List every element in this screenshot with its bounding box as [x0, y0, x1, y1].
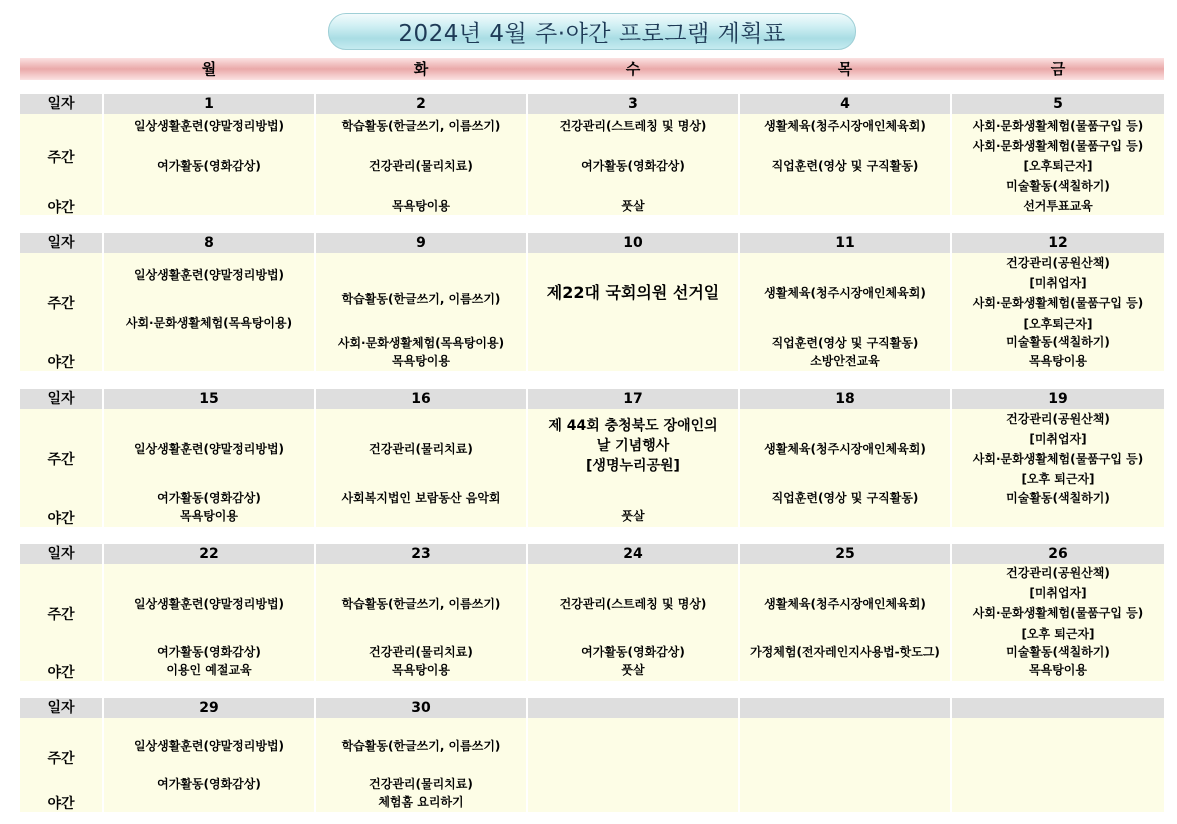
program-item: [미취업자]: [1029, 276, 1087, 290]
program-item: 미술활동(색칠하기): [1006, 335, 1110, 349]
date-cell: 12: [952, 233, 1164, 253]
program-item: 생활체육(청주시장애인체육회): [764, 442, 926, 456]
week-1: [20, 94, 1164, 215]
date-label: 일자: [20, 544, 102, 564]
program-cell: [740, 253, 950, 371]
date-row: [20, 698, 1164, 718]
program-item: 사회·문화생활체험(물품구입 등): [972, 296, 1144, 310]
night-label: 야간: [47, 796, 75, 812]
program-cell: [952, 114, 1164, 215]
program-item: 목욕탕이용: [392, 354, 450, 368]
program-cell: [528, 114, 738, 215]
program-cell: [952, 409, 1164, 527]
program-item: 여가활동(영화감상): [157, 491, 261, 505]
program-item: 사회·문화생활체험(물품구입 등): [972, 606, 1144, 620]
program-item: 건강관리(공원산책): [1006, 256, 1110, 270]
program-cell: [952, 253, 1164, 371]
program-cell: [316, 718, 526, 812]
program-cell: [104, 409, 314, 527]
program-item: 건강관리(물리치료): [369, 645, 473, 659]
program-cell-empty: [740, 718, 950, 812]
program-item: 일상생활훈련(양말정리방법): [133, 268, 285, 282]
program-item: 사회·문화생활체험(물품구입 등): [972, 139, 1144, 153]
program-item: 생활체육(청주시장애인체육회): [764, 597, 926, 611]
weekday-fri: 금: [1050, 60, 1066, 78]
program-item: 목욕탕이용: [180, 509, 238, 523]
program-item: 소방안전교육: [810, 354, 880, 368]
night-label: 야간: [47, 665, 75, 681]
date-cell: 4: [740, 94, 950, 114]
program-cell: [316, 564, 526, 681]
day-label: 주간: [47, 607, 75, 623]
program-cell: [104, 564, 314, 681]
weekday-thu: 목: [837, 60, 853, 78]
program-cell: [104, 718, 314, 812]
program-item: [오후 퇴근자]: [1021, 627, 1095, 641]
night-label: 야간: [47, 355, 75, 371]
program-item: 미술활동(색칠하기): [1006, 179, 1110, 193]
date-row: [20, 94, 1164, 114]
program-item: 직업훈련(영상 및 구직활동): [771, 491, 919, 505]
date-cell: 22: [104, 544, 314, 564]
program-item: 이용인 예절교육: [166, 663, 252, 677]
program-item: 미술활동(색칠하기): [1006, 491, 1110, 505]
program-item: 사회·문화생활체험(목욕탕이용): [125, 316, 293, 330]
program-cell: [740, 114, 950, 215]
program-cell: [528, 409, 738, 527]
weekday-mon: 월: [201, 60, 217, 78]
program-item: 생활체육(청주시장애인체육회): [764, 286, 926, 300]
program-item: 여가활동(영화감상): [157, 645, 261, 659]
program-item: 학습활동(한글쓰기, 이름쓰기): [341, 292, 501, 306]
date-cell: 29: [104, 698, 314, 718]
date-cell: [528, 698, 738, 718]
day-label: 주간: [47, 452, 75, 468]
event-label: 제 44회 충청북도 장애인의: [548, 418, 718, 434]
page-title: 2024년 4월 주·야간 프로그램 계획표: [328, 13, 856, 50]
program-item: 생활체육(청주시장애인체육회): [764, 119, 926, 133]
date-cell: 3: [528, 94, 738, 114]
date-cell: 2: [316, 94, 526, 114]
date-cell: 9: [316, 233, 526, 253]
program-item: 풋살: [621, 509, 645, 523]
date-cell: [740, 698, 950, 718]
program-item: 일상생활훈련(양말정리방법): [133, 442, 285, 456]
program-cell: [740, 409, 950, 527]
program-item: 일상생활훈련(양말정리방법): [133, 739, 285, 753]
event-label: [생명누리공원]: [586, 458, 680, 474]
date-cell: 18: [740, 389, 950, 409]
row-labels: [20, 409, 102, 527]
program-item: 여가활동(영화감상): [581, 645, 685, 659]
date-cell: 5: [952, 94, 1164, 114]
program-item: 여가활동(영화감상): [157, 777, 261, 791]
date-label: 일자: [20, 233, 102, 253]
date-cell: [952, 698, 1164, 718]
program-item: 목욕탕이용: [392, 199, 450, 213]
week-5: [20, 698, 1164, 812]
date-cell: 8: [104, 233, 314, 253]
date-cell: 19: [952, 389, 1164, 409]
day-label: 주간: [47, 751, 75, 767]
row-labels: [20, 114, 102, 215]
program-item: 직업훈련(영상 및 구직활동): [771, 336, 919, 350]
date-cell: 30: [316, 698, 526, 718]
program-item: 목욕탕이용: [1029, 354, 1087, 368]
program-item: 풋살: [621, 199, 645, 213]
date-cell: 25: [740, 544, 950, 564]
program-item: 체험홈 요리하기: [378, 795, 464, 809]
program-cell: [104, 253, 314, 371]
row-labels: [20, 564, 102, 681]
program-item: [오후 퇴근자]: [1021, 472, 1095, 486]
date-cell: 26: [952, 544, 1164, 564]
row-labels: [20, 718, 102, 812]
program-item: 학습활동(한글쓰기, 이름쓰기): [341, 597, 501, 611]
weekday-wed: 수: [625, 60, 641, 78]
day-label: 주간: [47, 296, 75, 312]
program-item: 건강관리(물리치료): [369, 442, 473, 456]
night-label: 야간: [47, 200, 75, 216]
program-item: 학습활동(한글쓰기, 이름쓰기): [341, 739, 501, 753]
program-item: [오후퇴근자]: [1023, 159, 1093, 173]
program-item: [미취업자]: [1029, 432, 1087, 446]
program-item: 여가활동(영화감상): [157, 159, 261, 173]
program-item: 건강관리(스트레칭 및 명상): [559, 119, 707, 133]
program-cell: [104, 114, 314, 215]
program-item: 여가활동(영화감상): [581, 159, 685, 173]
event-label: 날 기념행사: [596, 438, 670, 454]
date-label: 일자: [20, 389, 102, 409]
date-cell: 11: [740, 233, 950, 253]
date-row: [20, 233, 1164, 253]
program-item: 일상생활훈련(양말정리방법): [133, 119, 285, 133]
program-cell: [316, 409, 526, 527]
program-cell: [528, 564, 738, 681]
date-row: [20, 389, 1164, 409]
program-item: 일상생활훈련(양말정리방법): [133, 597, 285, 611]
date-cell: 24: [528, 544, 738, 564]
program-item: 건강관리(스트레칭 및 명상): [559, 597, 707, 611]
program-cell: [316, 253, 526, 371]
day-label: 주간: [47, 150, 75, 166]
date-cell: 16: [316, 389, 526, 409]
program-item: 풋살: [621, 663, 645, 677]
weekday-header: [20, 58, 1164, 80]
holiday-label: 제22대 국회의원 선거일: [546, 283, 720, 302]
night-label: 야간: [47, 511, 75, 527]
date-cell: 15: [104, 389, 314, 409]
date-cell: 17: [528, 389, 738, 409]
program-item: 사회복지법인 보람동산 음악회: [341, 491, 501, 505]
program-item: 학습활동(한글쓰기, 이름쓰기): [341, 119, 501, 133]
program-cell: [316, 114, 526, 215]
program-cell: [952, 564, 1164, 681]
program-cell-empty: [528, 718, 738, 812]
program-cell: [528, 253, 738, 371]
week-4: [20, 544, 1164, 681]
week-3: [20, 389, 1164, 527]
program-item: 건강관리(물리치료): [369, 159, 473, 173]
program-item: [미취업자]: [1029, 586, 1087, 600]
program-item: 선거투표교육: [1023, 199, 1093, 213]
program-item: 목욕탕이용: [1029, 663, 1087, 677]
program-item: 사회·문화생활체험(물품구입 등): [972, 452, 1144, 466]
program-item: [오후퇴근자]: [1023, 317, 1093, 331]
program-item: 목욕탕이용: [392, 663, 450, 677]
week-2: [20, 233, 1164, 371]
program-cell-empty: [952, 718, 1164, 812]
date-cell: 1: [104, 94, 314, 114]
program-item: 건강관리(공원산책): [1006, 412, 1110, 426]
program-item: 건강관리(공원산책): [1006, 566, 1110, 580]
program-item: 직업훈련(영상 및 구직활동): [771, 159, 919, 173]
date-row: [20, 544, 1164, 564]
program-item: 사회·문화생활체험(물품구입 등): [972, 119, 1144, 133]
program-item: 미술활동(색칠하기): [1006, 645, 1110, 659]
row-labels: [20, 253, 102, 371]
program-item: 사회·문화생활체험(목욕탕이용): [337, 336, 505, 350]
weekday-tue: 화: [413, 60, 429, 78]
date-label: 일자: [20, 698, 102, 718]
program-cell: [740, 564, 950, 681]
program-item: 가정체험(전자레인지사용법-핫도그): [750, 645, 940, 659]
program-item: 건강관리(물리치료): [369, 777, 473, 791]
date-cell: 10: [528, 233, 738, 253]
date-cell: 23: [316, 544, 526, 564]
date-label: 일자: [20, 94, 102, 114]
